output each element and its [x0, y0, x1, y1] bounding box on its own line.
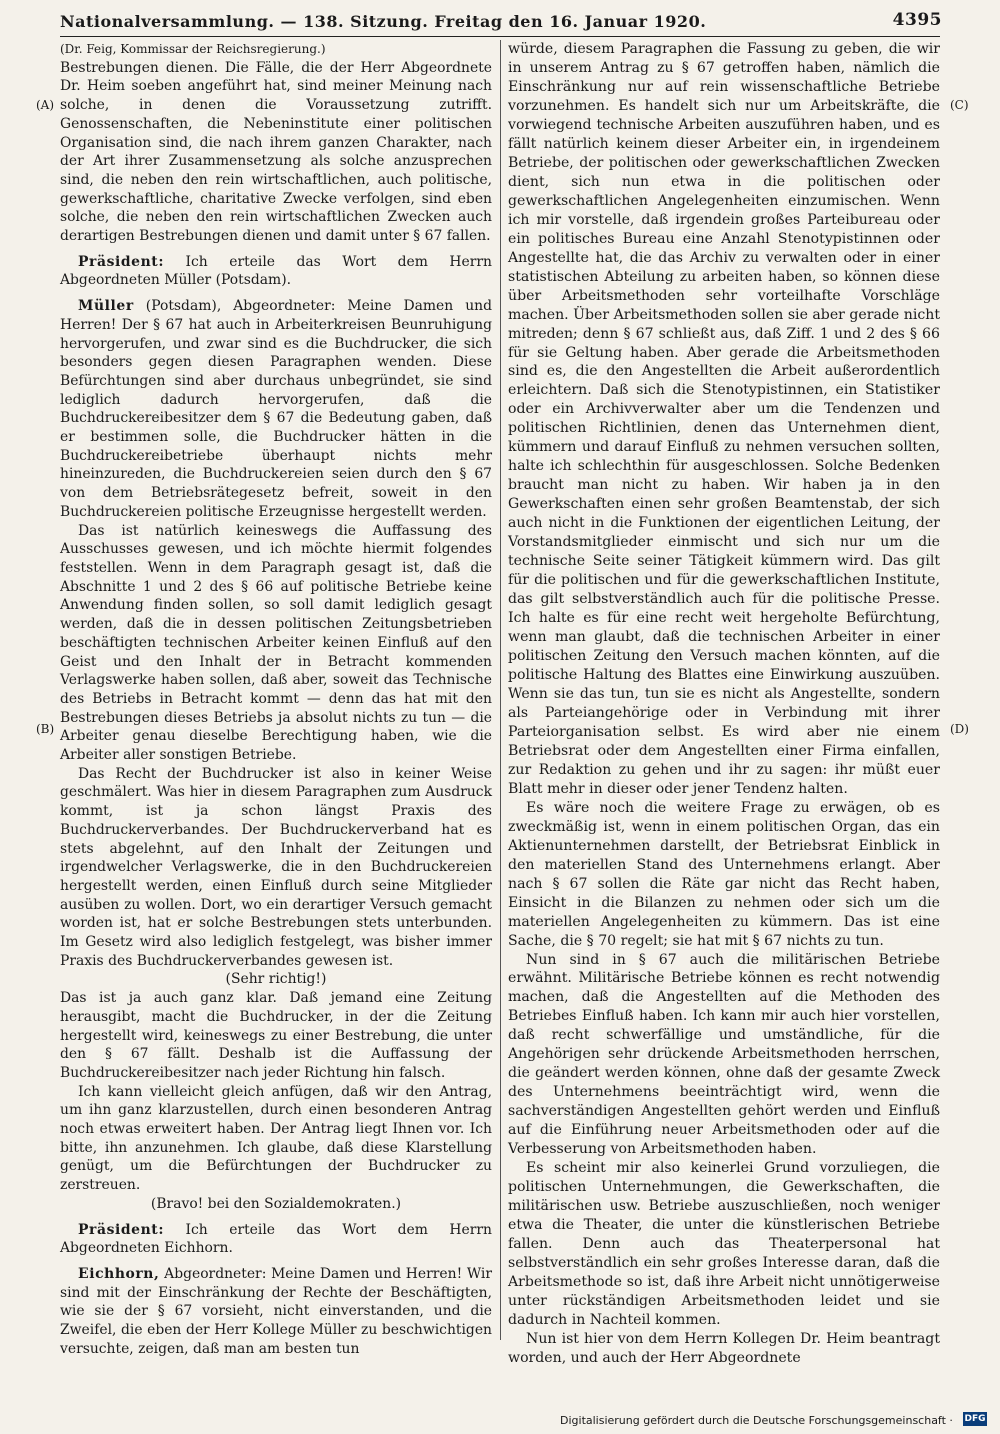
speech-eichhorn — [60, 1265, 492, 1359]
paragraph: Das ist ja auch ganz klar. Daß jemand eine Zeitung herausgibt, macht die Buchdrucker, in der die Zeitung hergestellt wird, keineswegs zu einer Bestrebung, die unter den § 67 fällt. Deshalb ist die Auffassung der Buchdruckereibesitzer nach jeder Richtung hin falsch. — [60, 990, 492, 1081]
speech-mueller — [60, 297, 492, 521]
interjection: (Bravo! bei den Sozialdemokraten.) — [150, 1195, 402, 1212]
paragraph: Nun ist hier von dem Herrn Kollegen Dr. Heim beantragt worden, und auch der Herr Abgeordnete — [508, 1330, 940, 1366]
dfg-logo: DFG — [964, 1414, 986, 1424]
speech-text: Ich erteile das Wort dem Herrn Abgeordneten Müller (Potsdam). — [60, 253, 492, 289]
margin-marker-d: (D) — [950, 722, 969, 736]
speaker-name: Präsident: — [78, 1221, 165, 1238]
page-header — [60, 8, 940, 32]
paragraph: Das ist natürlich keineswegs die Auffassung des Ausschusses gewesen, und ich möchte hiermit folgendes feststellen. Wenn in dem Paragraph gesagt ist, daß die Abschnitte 1 und 2 des § 66 auf politische Betriebe keine Anwendung finden sollen, so soll damit lediglich gesagt werden, daß die in dessen politischen Zeitungsbetrieben beschäftigten technischen Arbeiter keinen Einfluß auf den Geist und den Inhalt der in Betracht kommenden Verlagswerke haben sollen, daß aber, soweit das Technische des Betriebs in Betracht kommt — denn das hat mit den Bestrebungen dieses Betriebs ja absolut nichts zu tun — die Arbeiter genau dieselbe Berechtigung haben, wie die Arbeiter aller sonstigen Betriebe. — [60, 522, 492, 764]
paragraph: Das Recht der Buchdrucker ist also in keiner Weise geschmälert. Was hier in diesem Paragraphen zum Ausdruck kommt, ist ja schon längst Praxis des Buchdruckerverbandes. Der Buchdruckerverband hat es stets abgelehnt, auf den Inhalt der Zeitungen und irgendwelcher Verlagswerke, die in den Buchdruckereien hergestellt werden, einen Einfluß durch seine Mitglieder ausüben zu wollen. Dort, wo ein derartiger Versuch gemacht worden ist, hat er solche Bestrebungen stets unterbunden. Im Gesetz wird also lediglich festgelegt, was bisher immer Praxis des Buchdruckerverbandes gewesen ist. — [60, 765, 492, 969]
header-rule — [60, 36, 940, 37]
paragraph: Ich kann vielleicht gleich anfügen, daß wir den Antrag, um ihn ganz klarzustellen, durch einen besonderen Antrag noch etwas erweitert haben. Der Antrag liegt Ihnen vor. Ich bitte, ihn anzunehmen. Ich glaube, daß diese Klarstellung genügt, um die Befürchtungen der Buchdrucker zu zerstreuen. — [60, 1083, 492, 1194]
paragraph: Es wäre noch die weitere Frage zu erwägen, ob es zweckmäßig ist, wenn in einem politischen Organ, das ein Aktienunternehmen darstellt, der Betriebsrat Einblick in den materiellen Stand des Unternehmens erlangt. Aber nach § 67 sollen die Räte gar nicht das Recht haben, Einsicht in die Bilanzen zu nehmen oder sich um die materiellen Angelegenheiten zu kümmern. Das ist eine Sache, die § 70 regelt; sie hat mit § 67 nichts zu tun. — [508, 799, 940, 949]
paragraph: würde, diesem Paragraphen die Fassung zu geben, die wir in unserem Antrag zu § 67 getroffen haben, nämlich die Einschränkung nur auf rein wissenschaftliche Betriebe vorzunehmen. Es handelt sich nur um Arbeitskräfte, die vorwiegend technische Arbeiten auszuführen haben, und es fällt natürlich keinem dieser Arbeiter ein, in irgendeinem Betriebe, der politischen oder gewerkschaftlichen Zwecken dient, sich nun etwa in die politischen oder gewerkschaftlichen Angelegenheiten einzumischen. Wenn ich mir vorstelle, daß irgendein großes Parteibureau oder ein politisches Bureau eine Anzahl Stenotypistinnen oder Angestellte hat, die das Archiv zu verwalten oder in einer statistischen Abteilung zu arbeiten haben, so können diese über Arbeitsmethoden sehr vorteilhafte Vorschläge machen. Über Arbeitsmethoden sollen sie aber gerade nicht mitreden; denn § 67 schließt aus, daß Ziff. 1 und 2 des § 66 für sie Geltung haben. Aber gerade die Arbeitsmethoden sind es, die den Angestellten die Arbeit außerordentlich erleichtern. Daß sich die Stenotypistinnen, ein Statistiker oder ein Archivverwalter aber um die Tendenzen und politischen Richtlinien, denen das Unternehmen dient, kümmern und darauf Einfluß zu nehmen versuchen sollten, halte ich schlechthin für ausgeschlossen. Solche Bedenken braucht man nicht zu haben. Wir haben ja in den Gewerkschaften einen sehr großen Beamtenstab, der sich auch nicht in die Funktionen der eigentlichen Leitung, der Vorstandsmitglieder einmischt und sich nur um die technische Seite seiner Tätigkeit kümmern wird. Das gilt für die politischen und für die gewerkschaftlichen Institute, das gilt selbstverständlich auch für die politische Presse. Ich halte es für eine recht weit hergeholte Befürchtung, wenn man glaubt, daß die technischen Arbeiter in einer politischen Zeitung den Versuch machen könnten, auf die politische Haltung des Blattes eine Einwirkung auszuüben. Wenn sie das tun, tun sie es nicht als Angestellte, sondern als Parteiangehörige oder in Verbindung mit ihrer Parteiorganisation selbst. Es wird aber nie einem Betriebsrat oder dem Angestellten einer Firma einfallen, zur Redaktion zu gehen und ihr zu sagen: ihr müßt euer Blatt mehr in dieser oder jener Tendenz halten. — [508, 41, 940, 797]
speech-text: Abgeordneter: Meine Damen und Herren! Wir sind mit der Einschränkung der Rechte der Beschäftigten, wie sie der § 67 vorsieht, nicht einverstanden, und die Zweifel, die eben der Herr Kollege Müller zu beschwichtigen versuchte, zeigen, daß man am besten tun — [60, 1266, 492, 1357]
column-divider — [500, 40, 501, 1340]
speech-president — [60, 1221, 492, 1258]
margin-marker-c: (C) — [950, 98, 969, 112]
speaker-name: Präsident: — [78, 253, 165, 270]
speaker-name: Eichhorn, — [78, 1266, 160, 1282]
paragraph: Nun sind in § 67 auch die militärischen Betriebe erwähnt. Militärische Betriebe können es recht notwendig machen, daß die Angestellten auf die Methoden des Betriebes Einfluß haben. Ich kann mir auch hier vorstellen, daß recht schwerfällige und umständliche, für die Angehörigen sehr drückende Arbeitsmethoden herrschen, die geändert werden können, ohne daß der gesamte Zweck des Unternehmens beeinträchtigt wird, wenn die sachverständigen Angestellten gehört werden und Einfluß auf die Einführung neuer Arbeitsmethoden oder auf die Verbesserung von Arbeitsmethoden haben. — [508, 951, 940, 1158]
speech-text: Ich erteile das Wort dem Herrn Abgeordneten Eichhorn. — [60, 1221, 492, 1257]
interjection: (Sehr richtig!) — [225, 971, 327, 988]
margin-marker-a: (A) — [36, 98, 55, 112]
left-column — [60, 40, 492, 1359]
right-column — [508, 40, 940, 1368]
margin-marker-b: (B) — [36, 722, 55, 736]
paragraph: Bestrebungen dienen. Die Fälle, die der Herr Abgeordnete Dr. Heim soeben angeführt hat, sind meiner Meinung nach solche, in denen die Voraussetzung zutrifft. Genossenschaften, die Nebeninstitute einer politischen Organisation sind, die nach ihrem ganzen Charakter, nach der Art ihrer Zusammensetzung als solche anzusprechen sind, die neben den rein wirtschaftlichen, auch politische, gewerkschaftliche, charitative Zwecke verfolgen, sind eben solche, die neben den rein wirtschaftlichen Zwecken auch derartigen Bestrebungen dienen und damit unter § 67 fallen. — [60, 59, 492, 245]
speech-text: (Potsdam), Abgeordneter: Meine Damen und Herren! Der § 67 hat auch in Arbeiterkreisen Beunruhigung hervorgerufen, und zwar sind es die Buchdrucker, die sich besonders gegen diesen Paragraphen wenden. Diese Befürchtungen sind aber durchaus unbegründet, sie sind lediglich dadurch hervorgerufen, daß die Buchdruckereibesitzer dem § 67 die Bedeutung gaben, daß er bestimmen solle, die Buchdrucker hätten in die Buchdruckereibetriebe überhaupt nichts mehr hineinzureden, die Buchdruckereien seien durch den § 67 von dem Betriebsrätegesetz befreit, soweit in den Buchdruckereien politische Erzeugnisse hergestellt werden. — [60, 298, 492, 520]
page-number: 4395 — [892, 10, 942, 30]
digitization-credit: Digitalisierung gefördert durch die Deutsche Forschungsgemeinschaft · — [560, 1414, 953, 1427]
speaker-name: Müller — [78, 298, 134, 315]
speech-president — [60, 253, 492, 290]
speaker-continuation-note: (Dr. Feig, Kommissar der Reichsregierung.) — [60, 42, 326, 56]
paragraph: Es scheint mir also keinerlei Grund vorzuliegen, die politischen Unternehmungen, die Gewerkschaften, die militärischen usw. Betriebe auszuschließen, noch weniger etwa die Theater, die unter die künstlerischen Betriebe fallen. Denn auch das Theaterpersonal hat selbstverständlich ein sehr großes Interesse daran, daß die Arbeitsmethode so ist, daß ihre Arbeit nicht unnötigerweise unter rückständigen Arbeitsmethoden leidet und sie dadurch in Nachteil kommen. — [508, 1160, 940, 1328]
header-title: Nationalversammlung. — 138. Sitzung. Freitag den 16. Januar 1920. — [60, 12, 707, 31]
